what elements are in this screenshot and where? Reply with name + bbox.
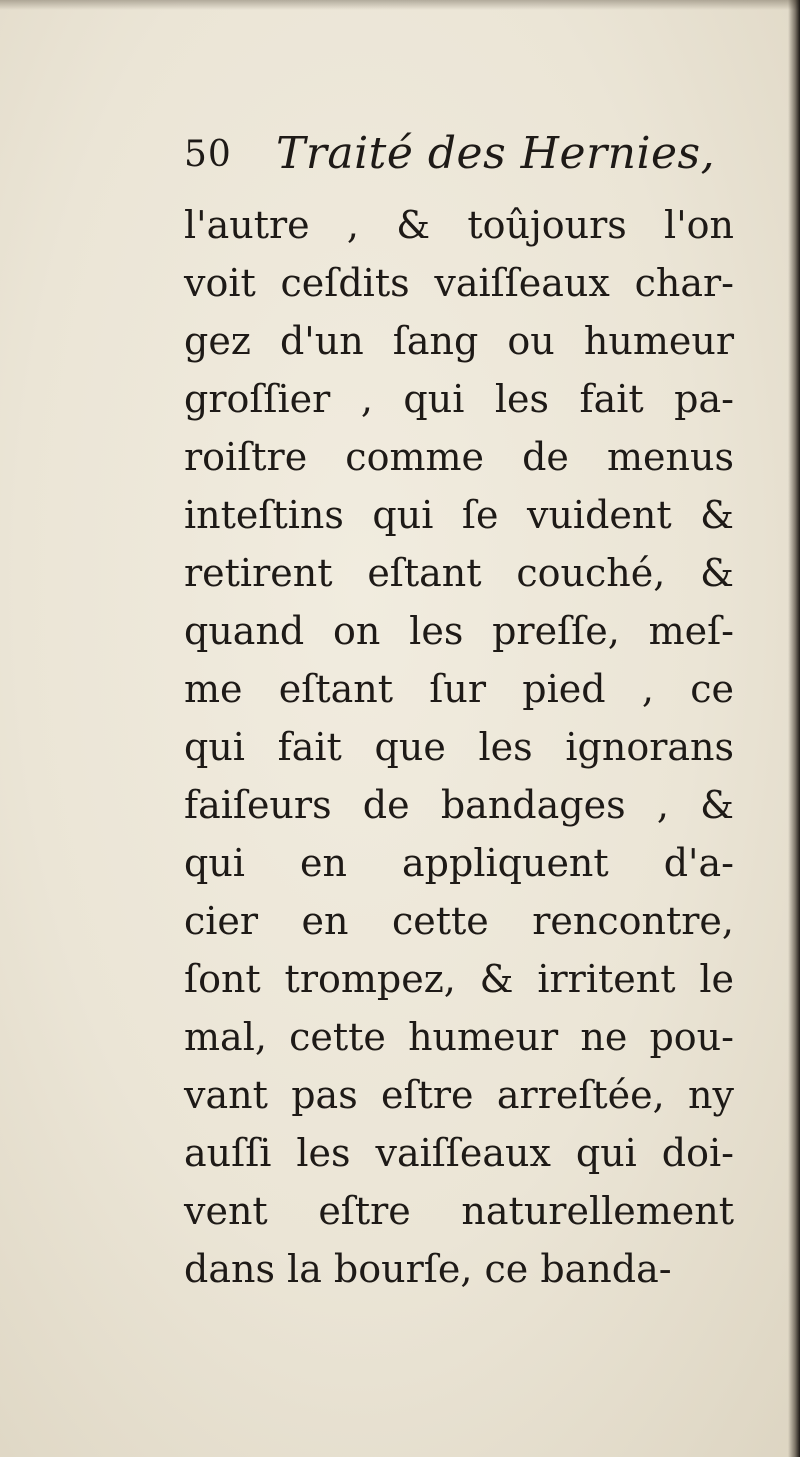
- body-text: [184, 196, 734, 1298]
- page-top-shadow: [0, 0, 800, 10]
- running-title: Traité des Hernies,: [276, 128, 716, 179]
- text-line: vent eſtre naturellement: [184, 1189, 734, 1233]
- text-line: faiſeurs de bandages , &: [184, 783, 734, 827]
- text-line: groſſier , qui les fait pa-: [184, 377, 734, 421]
- text-line: retirent eſtant couché, &: [184, 551, 734, 595]
- text-line: qui fait que les ignorans: [184, 725, 734, 769]
- page-number: 50: [184, 134, 232, 175]
- text-line: dans la bourſe, ce banda-: [184, 1247, 672, 1291]
- text-line: quand on les preſſe, meſ-: [184, 609, 734, 653]
- text-line: qui en appliquent d'a-: [184, 841, 734, 885]
- text-line: roiſtre comme de menus: [184, 435, 734, 479]
- text-line: inteſtins qui ſe vuident &: [184, 493, 734, 537]
- text-line: mal, cette humeur ne pou-: [184, 1015, 734, 1059]
- text-line: gez d'un ſang ou humeur: [184, 319, 734, 363]
- text-line: auſſi les vaiſſeaux qui doi-: [184, 1131, 734, 1175]
- text-line: l'autre , & toûjours l'on: [184, 203, 734, 247]
- text-line: ſont trompez, & irritent le: [184, 957, 734, 1001]
- text-line: vant pas eſtre arreſtée, ny: [184, 1073, 734, 1117]
- text-line: cier en cette rencontre,: [184, 899, 734, 943]
- text-line: voit ceſdits vaiſſeaux char-: [184, 261, 734, 305]
- page-gutter-shadow: [788, 0, 800, 1457]
- text-line: me eſtant ſur pied , ce: [184, 667, 734, 711]
- page-header: [184, 128, 744, 192]
